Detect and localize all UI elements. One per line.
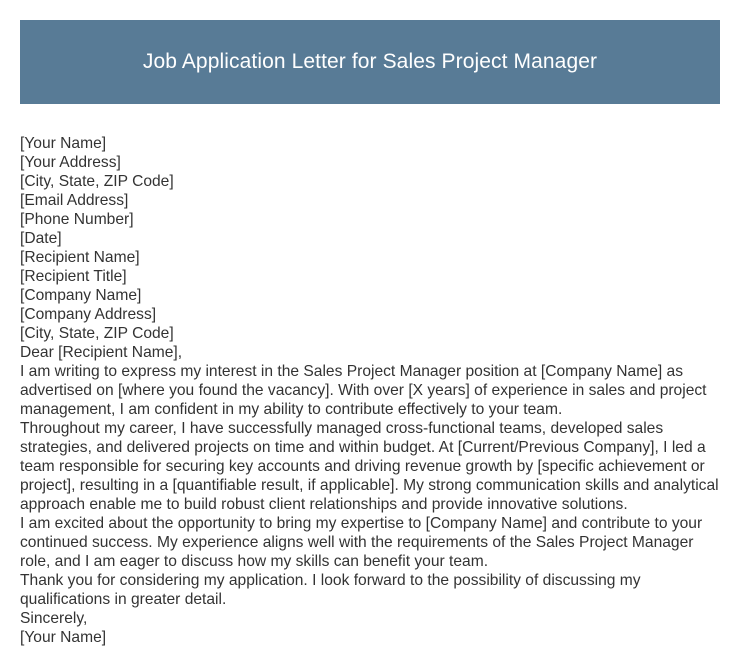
sender-phone: [Phone Number] — [20, 211, 134, 228]
letter-body — [20, 134, 724, 647]
recipient-address: [Company Address] — [20, 306, 157, 323]
paragraph-motivation: I am excited about the opportunity to bring my expertise to [Company Name] and contribute to your continued success. My experience aligns well with the requirements of the Sales Project Manager role, and I am eager to discuss how my skills can benefit your team. — [20, 515, 703, 570]
recipient-name: [Recipient Name] — [20, 249, 140, 266]
sender-city-state-zip: [City, State, ZIP Code] — [20, 173, 174, 190]
title-banner — [20, 20, 720, 104]
sender-email: [Email Address] — [20, 192, 129, 209]
paragraph-experience: Throughout my career, I have successfully managed cross-functional teams, developed sales strategies, and delivered projects on time and within budget. At [Current/Previous Company], I led a team responsible for securing key accounts and driving revenue growth by [specific achievement or project], resulting in a [quantifiable result, if applicable]. My strong communication skills and analytical approach enable me to build robust client relationships and provide innovative solutions. — [20, 420, 719, 513]
signature: [Your Name] — [20, 629, 107, 646]
sender-name: [Your Name] — [20, 135, 107, 152]
salutation: Dear [Recipient Name], — [20, 344, 183, 361]
paragraph-thanks: Thank you for considering my application. I look forward to the possibility of discussing my qualifications in greater detail. — [20, 572, 641, 608]
letter-date: [Date] — [20, 230, 62, 247]
sender-address: [Your Address] — [20, 154, 121, 171]
closing: Sincerely, — [20, 610, 88, 627]
paragraph-intro: I am writing to express my interest in the Sales Project Manager position at [Company Name] as advertised on [where you found the vacancy]. With over [X years] of experience in sales and project management, I am confident in my ability to contribute effectively to your team. — [20, 363, 707, 418]
page-title: Job Application Letter for Sales Project Manager — [142, 50, 598, 73]
recipient-company: [Company Name] — [20, 287, 142, 304]
recipient-title: [Recipient Title] — [20, 268, 127, 285]
recipient-city-state-zip: [City, State, ZIP Code] — [20, 325, 174, 342]
